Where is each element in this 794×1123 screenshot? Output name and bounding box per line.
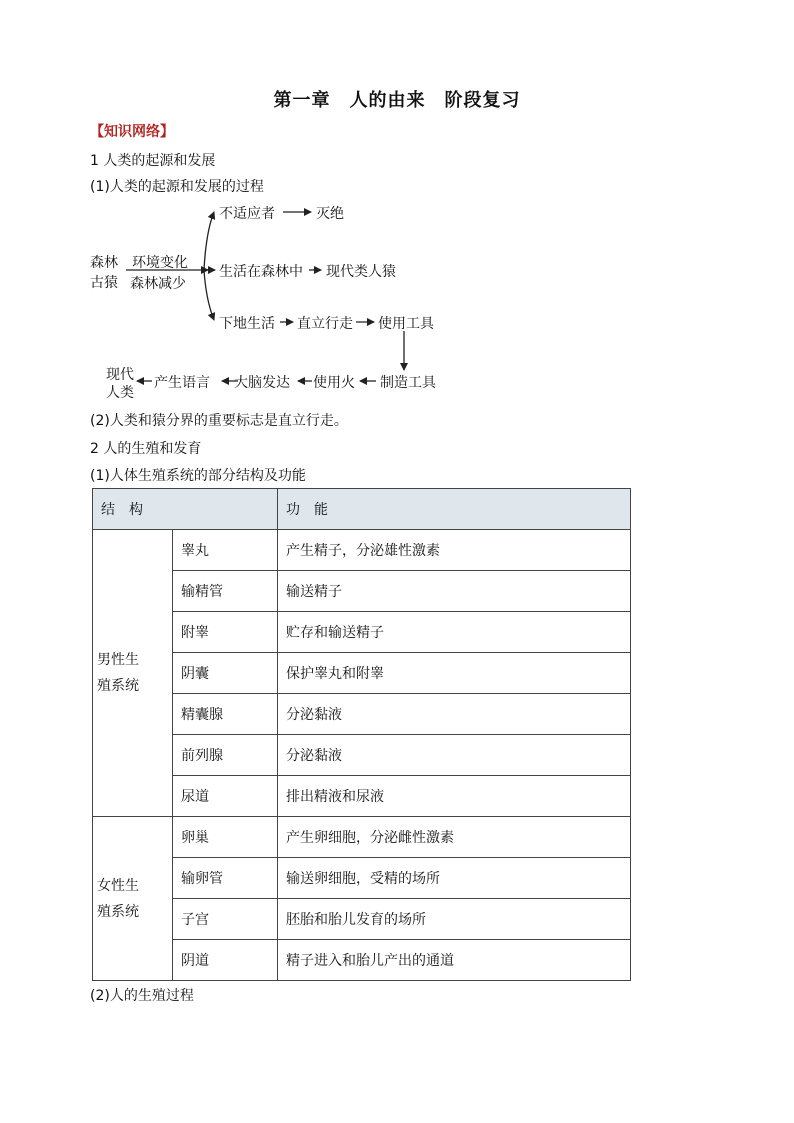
female-group-label-2: 殖系统: [97, 903, 139, 920]
function-cell: 产生精子，分泌雄性激素: [278, 530, 631, 571]
organ-cell: 精囊腺: [173, 694, 278, 735]
organ-cell: 前列腺: [173, 735, 278, 776]
function-cell: 输送卵细胞，受精的场所: [278, 858, 631, 899]
section-heading: 【知识网络】: [90, 124, 174, 140]
row2-language: 产生语言: [154, 375, 210, 391]
item1-sub1: (1)人类的起源和发展的过程: [90, 179, 264, 195]
organ-cell: 睾丸: [173, 530, 278, 571]
organ-cell: 子宫: [173, 899, 278, 940]
organ-cell: 附睾: [173, 612, 278, 653]
function-cell: 精子进入和胎儿产出的通道: [278, 940, 631, 981]
table-row: [93, 612, 631, 653]
row2-make-tools: 制造工具: [380, 375, 436, 391]
branch-down-arrow: [204, 270, 214, 320]
origin-label-2: 古猿: [90, 275, 118, 291]
header-function: 功 能: [278, 489, 631, 530]
table-row: [93, 776, 631, 817]
female-group-label-1: 女性生: [97, 877, 139, 894]
page-title: 第一章 人的由来 阶段复习: [273, 90, 521, 111]
table-row: [93, 530, 631, 571]
organ-cell: 阴道: [173, 940, 278, 981]
branch-top-a: 不适应者: [219, 206, 275, 222]
function-cell: 保护睾丸和附睾: [278, 653, 631, 694]
function-cell: 分泌黏液: [278, 735, 631, 776]
condition-bottom: 森林减少: [130, 276, 186, 292]
branch-top-b: 灭绝: [316, 206, 344, 222]
branch-mid-a: 生活在森林中: [219, 264, 303, 280]
branch-up-arrow: [204, 212, 214, 270]
table-row: [93, 940, 631, 981]
branch-bot-b: 直立行走: [297, 316, 353, 332]
row2-use-fire: 使用火: [313, 375, 355, 391]
item2-heading: 2 人的生殖和发育: [90, 441, 202, 457]
organ-cell: 阴囊: [173, 653, 278, 694]
table-row: [93, 694, 631, 735]
function-cell: 输送精子: [278, 571, 631, 612]
item1-heading: 1 人类的起源和发展: [90, 153, 216, 169]
organ-cell: 尿道: [173, 776, 278, 817]
function-cell: 分泌黏液: [278, 694, 631, 735]
male-group-label-1: 男性生: [97, 652, 139, 668]
organ-cell: 输精管: [173, 571, 278, 612]
branch-bot-a: 下地生活: [219, 316, 275, 332]
end-label-2: 人类: [106, 385, 134, 401]
row2-brain: 大脑发达: [234, 375, 290, 391]
item2-sub2: (2)人的生殖过程: [90, 988, 194, 1004]
table-row: [93, 653, 631, 694]
table-row: [93, 817, 631, 858]
end-label-1: 现代: [106, 367, 134, 383]
function-cell: 产生卵细胞，分泌雌性激素: [278, 817, 631, 858]
item2-sub1: (1)人体生殖系统的部分结构及功能: [90, 468, 306, 484]
organ-cell: 输卵管: [173, 858, 278, 899]
header-structure: 结 构: [93, 489, 278, 530]
branch-bot-c: 使用工具: [378, 316, 434, 332]
item1-sub2: (2)人类和猿分界的重要标志是直立行走。: [90, 413, 348, 429]
male-group-cell: [93, 530, 173, 817]
table-row: [93, 858, 631, 899]
function-cell: 排出精液和尿液: [278, 776, 631, 817]
reproductive-system-table: [92, 488, 631, 981]
table-row: [93, 899, 631, 940]
branch-mid-b: 现代类人猿: [326, 264, 396, 280]
origin-label-1: 森林: [90, 255, 118, 271]
function-cell: 胚胎和胎儿发育的场所: [278, 899, 631, 940]
male-group-label-2: 殖系统: [97, 678, 139, 694]
table-row: [93, 735, 631, 776]
table-row: [93, 571, 631, 612]
condition-top: 环境变化: [132, 255, 188, 271]
function-cell: 贮存和输送精子: [278, 612, 631, 653]
table-header-row: [93, 489, 631, 530]
organ-cell: 卵巢: [173, 817, 278, 858]
female-group-cell: [93, 817, 173, 981]
